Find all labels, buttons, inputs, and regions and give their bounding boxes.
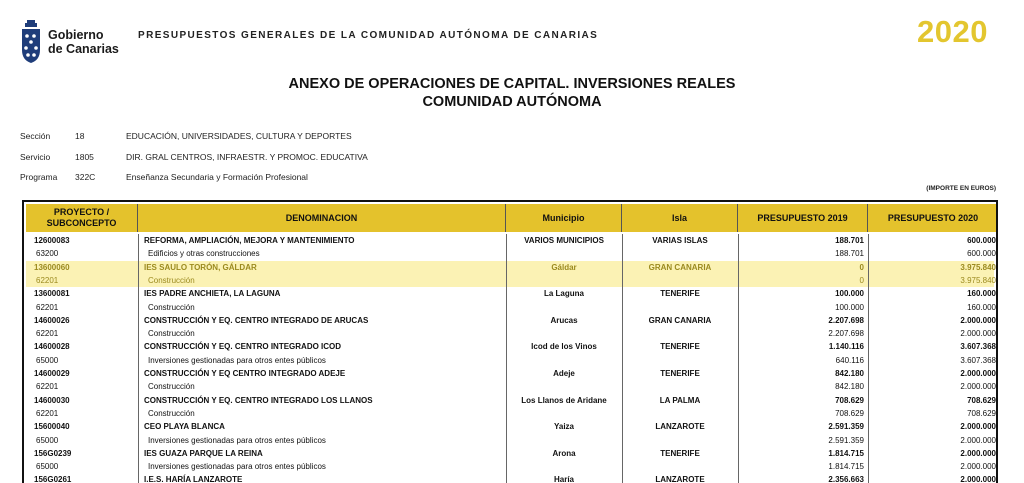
row-denominacion: CEO PLAYA BLANCA	[144, 422, 225, 432]
column-separator	[506, 234, 507, 483]
row-municipio: Arona	[552, 448, 576, 458]
row-code: 63200	[36, 249, 59, 259]
row-code: 14600029	[34, 369, 70, 378]
row-presupuesto-2019: 1.140.116	[828, 342, 864, 352]
row-isla: GRAN CANARIA	[648, 262, 712, 272]
row-code: 65000	[36, 462, 59, 472]
row-presupuesto-2019: 188.701	[835, 236, 864, 245]
table-row	[26, 287, 994, 300]
table-row	[26, 447, 994, 460]
row-code: 14600026	[34, 315, 70, 325]
table-row	[26, 367, 994, 380]
table-row	[26, 434, 994, 447]
row-presupuesto-2020: 160.000	[967, 289, 996, 299]
row-code: 62201	[36, 329, 59, 339]
row-presupuesto-2020: 708.629	[967, 408, 996, 418]
row-isla: TENERIFE	[660, 342, 700, 352]
table-row	[26, 314, 994, 327]
row-presupuesto-2020: 3.607.368	[960, 355, 996, 365]
row-denominacion: Construcción	[148, 302, 195, 312]
logo-line-2: de Canarias	[48, 42, 119, 56]
row-presupuesto-2020: 2.000.000	[960, 435, 996, 445]
row-code: 156G0261	[34, 475, 72, 483]
row-presupuesto-2020: 2.000.000	[960, 315, 996, 325]
row-presupuesto-2019: 640.116	[835, 355, 864, 365]
row-isla	[622, 434, 738, 447]
column-separator	[868, 234, 869, 483]
document-title-line-1: ANEXO DE OPERACIONES DE CAPITAL. INVERSIONES REALES	[288, 76, 736, 92]
row-municipio	[506, 274, 622, 287]
table-row	[26, 274, 994, 287]
row-denominacion: CONSTRUCCIÓN Y EQ. CENTRO INTEGRADO ICOD	[144, 342, 342, 352]
row-code: 62201	[36, 302, 59, 312]
row-municipio: Gáldar	[551, 262, 577, 272]
row-municipio	[506, 380, 622, 393]
meta-code: 18	[75, 131, 85, 141]
row-code: 14600030	[34, 395, 70, 405]
row-presupuesto-2019: 2.207.698	[828, 315, 864, 325]
table-header	[26, 204, 994, 232]
row-municipio: Haría	[553, 475, 574, 483]
row-municipio	[506, 301, 622, 314]
row-presupuesto-2019: 842.180	[835, 369, 864, 378]
row-code: 156G0239	[34, 448, 72, 458]
meta-code: 1805	[75, 152, 94, 162]
row-code: 15600040	[34, 422, 70, 432]
table-row	[26, 380, 994, 393]
row-presupuesto-2019: 842.180	[835, 382, 864, 392]
row-code: 13600060	[34, 262, 70, 272]
row-denominacion: IES SAULO TORÓN, GÁLDAR	[144, 262, 257, 272]
row-presupuesto-2019: 1.814.715	[828, 462, 864, 472]
table-row	[26, 354, 994, 367]
header-municipio: Municipio	[506, 204, 622, 232]
row-municipio	[506, 327, 622, 340]
row-denominacion: IES PADRE ANCHIETA, LA LAGUNA	[144, 289, 281, 299]
table-body	[26, 234, 994, 483]
budget-year: 2020	[917, 14, 988, 49]
header-name: DENOMINACION	[138, 204, 506, 232]
row-presupuesto-2020: 3.975.840	[960, 275, 996, 285]
meta-key: Servicio	[20, 152, 51, 162]
unit-note: (IMPORTE EN EUROS)	[926, 185, 996, 192]
row-presupuesto-2019: 2.207.698	[828, 329, 864, 339]
row-isla	[622, 354, 738, 367]
row-code: 13600081	[34, 289, 70, 299]
table-row	[26, 301, 994, 314]
table-row	[26, 407, 994, 420]
row-presupuesto-2020: 600.000	[967, 236, 996, 245]
table-row	[26, 394, 994, 407]
row-presupuesto-2019: 2.356.663	[828, 475, 864, 483]
row-denominacion: Construcción	[148, 275, 195, 285]
logo-line-1: Gobierno	[48, 28, 104, 42]
meta-code: 322C	[75, 172, 96, 182]
row-presupuesto-2020: 2.000.000	[960, 329, 996, 339]
row-presupuesto-2020: 2.000.000	[960, 462, 996, 472]
row-isla	[622, 247, 738, 260]
row-municipio	[506, 354, 622, 367]
row-presupuesto-2019: 100.000	[835, 289, 864, 299]
table-row	[26, 460, 994, 473]
row-isla: GRAN CANARIA	[648, 315, 712, 325]
header-code: PROYECTO / SUBCONCEPTO	[26, 204, 138, 232]
row-denominacion: REFORMA, AMPLIACIÓN, MEJORA Y MANTENIMIENTO	[144, 236, 355, 245]
row-isla: LA PALMA	[659, 395, 701, 405]
row-presupuesto-2020: 708.629	[967, 395, 996, 405]
meta-key: Sección	[20, 131, 51, 141]
column-separator	[138, 234, 139, 483]
row-presupuesto-2020: 2.000.000	[960, 382, 996, 392]
row-municipio: Yaiza	[553, 422, 574, 432]
document-title	[0, 75, 1024, 111]
row-isla	[622, 327, 738, 340]
gobierno-de-canarias-logo	[20, 20, 130, 70]
row-presupuesto-2020: 160.000	[967, 302, 996, 312]
row-isla	[622, 380, 738, 393]
row-isla	[622, 407, 738, 420]
row-isla: LANZAROTE	[655, 422, 705, 432]
row-presupuesto-2020: 2.000.000	[960, 448, 996, 458]
row-presupuesto-2020: 2.000.000	[960, 422, 996, 432]
row-municipio: Los Llanos de Aridane	[521, 395, 607, 405]
row-presupuesto-2019: 708.629	[835, 395, 864, 405]
row-presupuesto-2020: 3.975.840	[960, 262, 996, 272]
row-isla	[622, 301, 738, 314]
table-row	[26, 234, 994, 247]
row-code: 62201	[36, 275, 59, 285]
row-isla	[622, 274, 738, 287]
meta-desc: EDUCACIÓN, UNIVERSIDADES, CULTURA Y DEPORTES	[126, 131, 352, 141]
row-isla: LANZAROTE	[655, 475, 705, 483]
row-denominacion: Edificios y otras construcciones	[148, 249, 260, 259]
header-presupuesto-2020: PRESUPUESTO 2020	[868, 204, 998, 232]
row-denominacion: CONSTRUCCIÓN Y EQ. CENTRO INTEGRADO LOS LLANOS	[144, 395, 373, 405]
row-presupuesto-2020: 2.000.000	[960, 369, 996, 378]
investments-table	[22, 200, 998, 483]
row-presupuesto-2020: 600.000	[967, 249, 996, 259]
meta-desc: Enseñanza Secundaria y Formación Profesional	[126, 172, 308, 182]
column-separator	[622, 234, 623, 483]
header-title: PRESUPUESTOS GENERALES DE LA COMUNIDAD AUTÓNOMA DE CANARIAS	[138, 30, 599, 41]
row-isla: VARIAS ISLAS	[652, 236, 708, 245]
row-presupuesto-2019: 2.591.359	[828, 435, 864, 445]
row-denominacion: Inversiones gestionadas para otros entes públicos	[148, 355, 326, 365]
row-denominacion: Inversiones gestionadas para otros entes públicos	[148, 435, 326, 445]
row-presupuesto-2019: 0	[859, 262, 864, 272]
row-municipio	[506, 434, 622, 447]
row-presupuesto-2019: 1.814.715	[828, 448, 864, 458]
row-isla: TENERIFE	[660, 448, 700, 458]
header-presupuesto-2019: PRESUPUESTO 2019	[738, 204, 868, 232]
row-municipio	[506, 407, 622, 420]
row-code: 65000	[36, 355, 59, 365]
row-presupuesto-2019: 708.629	[835, 408, 864, 418]
row-isla	[622, 460, 738, 473]
row-isla: TENERIFE	[660, 369, 700, 378]
row-denominacion: Inversiones gestionadas para otros entes públicos	[148, 462, 326, 472]
row-denominacion: CONSTRUCCIÓN Y EQ CENTRO INTEGRADO ADEJE	[144, 369, 346, 378]
meta-key: Programa	[20, 172, 58, 182]
row-denominacion: Construcción	[148, 329, 195, 339]
row-presupuesto-2019: 188.701	[835, 249, 864, 259]
row-code: 62201	[36, 408, 59, 418]
meta-desc: DIR. GRAL CENTROS, INFRAESTR. Y PROMOC. EDUCATIVA	[126, 152, 368, 162]
row-denominacion: CONSTRUCCIÓN Y EQ. CENTRO INTEGRADO DE ARUCAS	[144, 315, 369, 325]
table-row	[26, 247, 994, 260]
row-denominacion: Construcción	[148, 382, 195, 392]
row-municipio	[506, 460, 622, 473]
row-presupuesto-2019: 2.591.359	[828, 422, 864, 432]
table-row	[26, 261, 994, 274]
row-presupuesto-2019: 100.000	[835, 302, 864, 312]
row-municipio: Adeje	[553, 369, 575, 378]
document-title-line-2: COMUNIDAD AUTÓNOMA	[422, 94, 602, 110]
row-code: 65000	[36, 435, 59, 445]
row-municipio: Arucas	[550, 315, 578, 325]
row-denominacion: Construcción	[148, 408, 195, 418]
table-row	[26, 420, 994, 433]
column-separator	[738, 234, 739, 483]
row-municipio: VARIOS MUNICIPIOS	[524, 236, 604, 245]
row-presupuesto-2019: 0	[859, 275, 864, 285]
logo-text	[48, 28, 119, 56]
header-isla: Isla	[622, 204, 738, 232]
row-denominacion: I.E.S. HARÍA LANZAROTE	[144, 475, 243, 483]
table-row	[26, 327, 994, 340]
row-code: 12600083	[34, 236, 70, 245]
row-isla: TENERIFE	[660, 289, 700, 299]
row-presupuesto-2020: 2.000.000	[960, 475, 996, 483]
row-code: 14600028	[34, 342, 70, 352]
row-denominacion: IES GUAZA PARQUE LA REINA	[144, 448, 263, 458]
row-municipio: Icod de los Vinos	[531, 342, 597, 352]
row-municipio	[506, 247, 622, 260]
row-municipio: La Laguna	[543, 289, 584, 299]
coat-of-arms-icon	[20, 20, 42, 64]
row-code: 62201	[36, 382, 59, 392]
row-presupuesto-2020: 3.607.368	[960, 342, 996, 352]
table-row	[26, 340, 994, 353]
table-row	[26, 473, 994, 483]
